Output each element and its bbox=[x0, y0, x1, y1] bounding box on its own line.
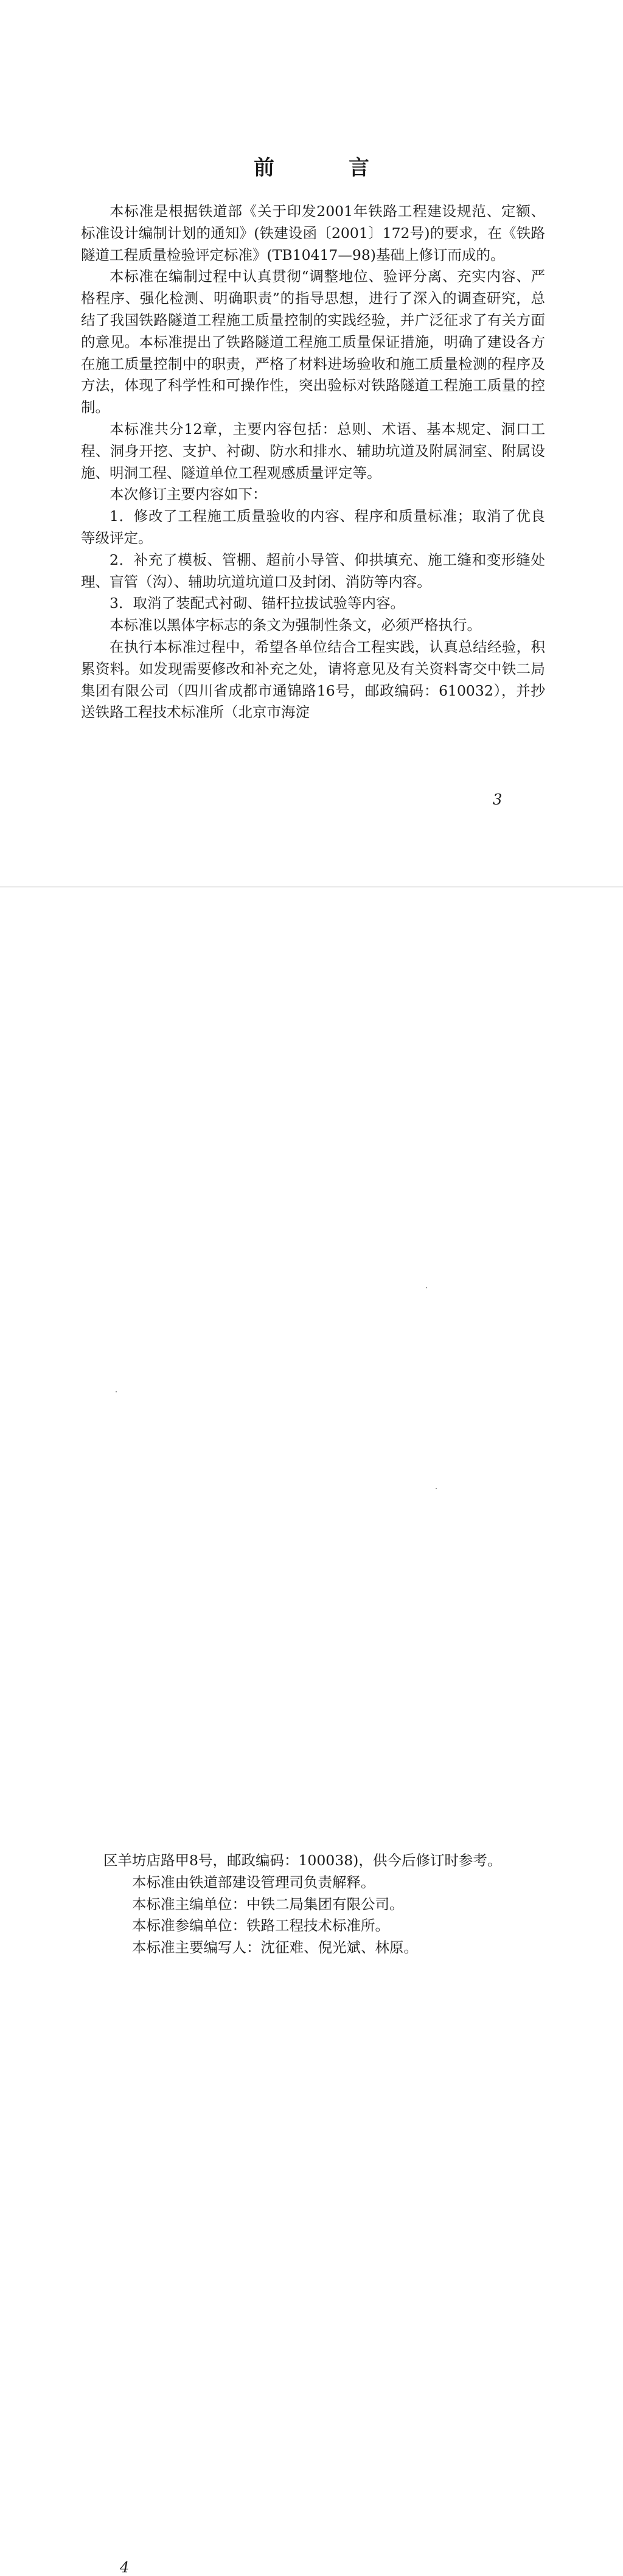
scan-speck bbox=[116, 1391, 117, 1392]
paragraph: 本标准共分12章，主要内容包括：总则、术语、基本规定、洞口工程、洞身开挖、支护、衬砌、防水和排水、辅助坑道及附属洞室、附属设施、明洞工程、隧道单位工程观感质量评定等。 bbox=[81, 420, 545, 481]
paragraph-continuation: 区羊坊店路甲8号，邮政编码：100038)，供今后修订时参考。 bbox=[103, 1852, 502, 1869]
document-page-4 bbox=[0, 888, 623, 2576]
paragraph: 在执行本标准过程中，希望各单位结合工程实践，认真总结经验，积累资料。如发现需要修改和补充之处，请将意见及有关资料寄交中铁二局集团有限公司（四川省成都市通锦路16号，邮政编码：610032），并抄送铁路工程技术标准所（北京市海淀 bbox=[81, 638, 545, 721]
list-item: 1．修改了工程施工质量验收的内容、程序和质量标准；取消了优良等级评定。 bbox=[81, 508, 545, 546]
paragraph: 本标准主编单位：中铁二局集团有限公司。 bbox=[132, 1895, 404, 1913]
paragraph: 本标准参编单位：铁路工程技术标准所。 bbox=[132, 1917, 389, 1935]
paragraph: 本标准在编制过程中认真贯彻“调整地位、验评分离、充实内容、严格程序、强化检测、明确职责”的指导思想，进行了深入的调查研究，总结了我国铁路隧道工程施工质量控制的实践经验，并广泛征求了有关方面的意见。本标准提出了铁路隧道工程施工质量保证措施，明确了建设各方在施工质量控制中的职责，严格了材料进场验收和施工质量检测的程序及方法，体现了科学性和可操作性，突出验标对铁路隧道工程施工质量的控制。 bbox=[81, 268, 545, 416]
paragraph: 本次修订主要内容如下： bbox=[110, 486, 267, 503]
scan-speck bbox=[426, 1287, 427, 1288]
page-title: 前 言 bbox=[254, 156, 396, 180]
scan-speck bbox=[436, 1488, 437, 1489]
paragraph: 本标准由铁道部建设管理司负责解释。 bbox=[132, 1873, 375, 1891]
paragraph: 本标准以黑体字标志的条文为强制性条文，必须严格执行。 bbox=[110, 616, 481, 634]
paragraph: 本标准主要编写人：沈征难、倪光斌、林原。 bbox=[132, 1939, 418, 1956]
preface-body bbox=[81, 201, 545, 724]
paragraph: 本标准是根据铁道部《关于印发2001年铁路工程建设规范、定额、标准设计编制计划的通知》(铁建设函〔2001〕172号)的要求，在《铁路隧道工程质量检验评定标准》(TB10417—98)基础上修订而成的。 bbox=[81, 203, 545, 264]
list-item: 2．补充了模板、管棚、超前小导管、仰拱填充、施工缝和变形缝处理、盲管（沟）、辅助坑道坑道口及封闭、消防等内容。 bbox=[81, 551, 545, 590]
list-item: 3．取消了装配式衬砌、锚杆拉拔试验等内容。 bbox=[110, 595, 405, 612]
preface-body-continued bbox=[103, 1850, 548, 1959]
document-page-3 bbox=[0, 0, 623, 887]
page-number: 4 bbox=[120, 2559, 130, 2576]
page-number: 3 bbox=[493, 791, 503, 808]
